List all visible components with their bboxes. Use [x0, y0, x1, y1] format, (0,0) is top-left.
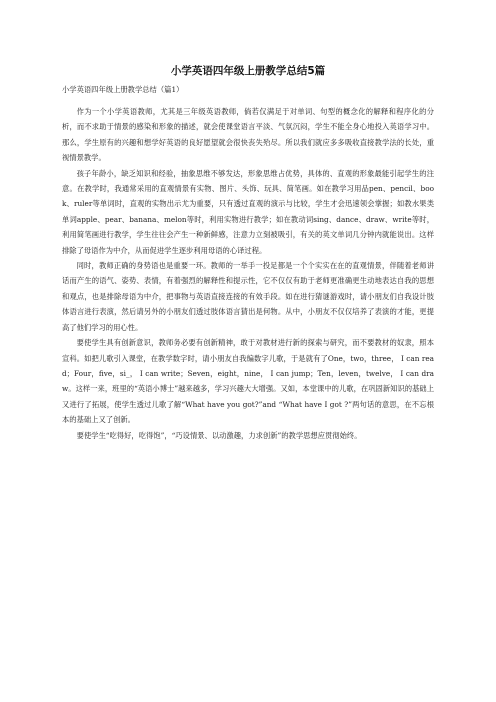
paragraph-2: 孩子年龄小，缺乏知识和经验，抽象思维不够发达，形象思维占优势，具体的、直观的形象最能引起学生的注意。在教学时，我通常采用的直观情景有实物、图片、头饰、玩具、简笔画。如在教学习用品pen、pencil、book、ruler等单词时，直观的实物出示尤为重要，只有透过直观的演示与比较，学生才会迅速领会掌握；如教水果类单词apple、pear、banana、melon等时，利用实物进行教学；如在教动词sing、dance、draw、write等时，利用简笔画进行教学，学生往往会产生一种新鲜感，注意力立刻被吸引，有关的英文单词几分钟内就能说出。这样排除了母语作为中介，从而促进学生逐步利用母语的心译过程。: [62, 168, 434, 255]
paragraph-5: 要使学生“吃得好，吃得饱”，“巧设情景、以动激趣，力求创新”的教学思想应贯彻始终。: [76, 430, 362, 440]
paragraph-4: 要使学生具有创新意识，教师务必要有创新精神，敢于对教材进行新的探索与研究，而不要教材的奴隶，照本宣科。如把儿歌引入课堂，在教学数字时，请小朋友自我编数字儿歌，于是就有了One，two，three， I can read；Four，five，si_， I can write；Seven，eight，nine， I can jump；Ten，leven，twelve， I can draw。这样一来，班里的“英语小博士”越来越多，学习兴趣大大增强。又如，本堂课中的儿歌，在巩固新知识的基础上又进行了拓展，使学生透过儿歌了解“What have you got?”and “What have I got ?”两句话的意思，在不忘根本的基础上又了创新。: [62, 338, 434, 425]
document-subtitle: 小学英语四年级上册教学总结（篇1）: [62, 85, 184, 94]
paragraph-3: 同时，教师正确的身势语也是重要一环。教师的一举手一投足都是一个个实实在在的直观情景，伴随着老师讲话而产生的语气、姿势、表情，有着强烈的解释性和提示性，它不仅仅有助于老师更准确更生动地表达自我的思想和观点，也是排除母语为中介，把事物与英语直接连接的有效手段。如在进行猜谜游戏时，请小朋友们自我设计肢体语言进行表演，然后请另外的小朋友们透过肢体语言猜出是何物。从中，小朋友不仅仅培养了表演的才能，更提高了他们学习的用心性。: [62, 261, 434, 332]
paragraph-1: 作为一个小学英语教师，尤其是三年级英语教师，倘若仅满足于对单词、句型的概念化的解释和程序化的分析，而不求助于情景的感染和形象的描述，就会使课堂语言平淡、气氛沉闷，学生不能全身心地投入英语学习中。那么，学生原有的兴趣和想学好英语的良好愿望就会很快丧失殆尽。所以我们就应多多吸收直接教学法的长处，重视情景教学。: [62, 107, 434, 163]
document-page: [62, 64, 434, 443]
document-title: 小学英语四年级上册教学总结5篇: [170, 65, 326, 77]
